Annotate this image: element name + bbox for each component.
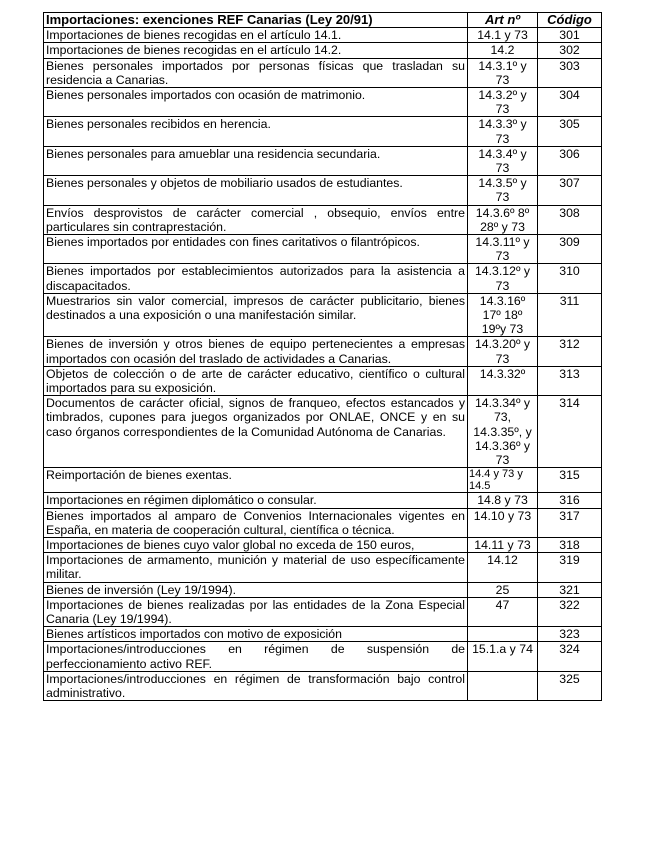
table-row <box>44 337 602 366</box>
table-row <box>44 117 602 146</box>
row-code: 310 <box>538 264 602 293</box>
row-article: 14.3.2º y 73 <box>468 88 538 117</box>
row-description: Documentos de carácter oficial, signos de franqueo, efectos estancados y timbrados, cupones para juegos organizados por ONLAE, ONCE y en su caso órganos correspondientes de la Comunidad Autónoma de Canarias. <box>44 396 468 468</box>
row-description: Importaciones en régimen diplomático o consular. <box>44 493 468 508</box>
row-code: 314 <box>538 396 602 468</box>
row-code: 305 <box>538 117 602 146</box>
row-article: 14.3.6º 8º 28º y 73 <box>468 205 538 234</box>
row-code: 302 <box>538 43 602 58</box>
table-row <box>44 88 602 117</box>
row-article: 14.11 y 73 <box>468 537 538 552</box>
row-description: Bienes personales y objetos de mobiliario usados de estudiantes. <box>44 176 468 205</box>
row-code: 301 <box>538 28 602 43</box>
table-row <box>44 264 602 293</box>
row-article: 14.2 <box>468 43 538 58</box>
row-article: 14.10 y 73 <box>468 508 538 537</box>
row-code: 313 <box>538 366 602 395</box>
row-description: Reimportación de bienes exentas. <box>44 468 468 493</box>
table-row <box>44 366 602 395</box>
table-row <box>44 293 602 337</box>
row-article: 14.3.1º y 73 <box>468 58 538 87</box>
row-description: Importaciones de bienes recogidas en el artículo 14.1. <box>44 28 468 43</box>
table-row <box>44 627 602 642</box>
header-description: Importaciones: exenciones REF Canarias (Ley 20/91) <box>44 13 468 28</box>
row-article: 14.8 y 73 <box>468 493 538 508</box>
table-row <box>44 582 602 597</box>
table-row <box>44 235 602 264</box>
row-description: Bienes personales importados con ocasión de matrimonio. <box>44 88 468 117</box>
table-row <box>44 671 602 700</box>
table-body <box>44 28 602 701</box>
row-article: 14.3.12º y 73 <box>468 264 538 293</box>
row-article: 14.3.5º y 73 <box>468 176 538 205</box>
row-code: 312 <box>538 337 602 366</box>
table-row <box>44 43 602 58</box>
table-row <box>44 508 602 537</box>
row-code: 325 <box>538 671 602 700</box>
row-code: 315 <box>538 468 602 493</box>
row-description: Muestrarios sin valor comercial, impresos de carácter publicitario, bienes destinados a una exposición o una manifestación similar. <box>44 293 468 337</box>
row-code: 316 <box>538 493 602 508</box>
row-code: 319 <box>538 553 602 582</box>
row-code: 311 <box>538 293 602 337</box>
row-description: Importaciones de armamento, munición y material de uso específicamente militar. <box>44 553 468 582</box>
row-code: 317 <box>538 508 602 537</box>
row-article: 14.3.3º y 73 <box>468 117 538 146</box>
row-code: 308 <box>538 205 602 234</box>
row-description: Importaciones de bienes cuyo valor global no exceda de 150 euros, <box>44 537 468 552</box>
table-row <box>44 396 602 468</box>
exemptions-table <box>43 12 602 701</box>
table-row <box>44 493 602 508</box>
row-article <box>468 627 538 642</box>
row-description: Bienes artísticos importados con motivo de exposición <box>44 627 468 642</box>
table-row <box>44 553 602 582</box>
row-code: 309 <box>538 235 602 264</box>
row-description: Bienes importados al amparo de Convenios Internacionales vigentes en España, en materia de cooperación cultural, científica o técnica. <box>44 508 468 537</box>
row-description: Bienes de inversión y otros bienes de equipo pertenecientes a empresas importados con ocasión del traslado de actividades a Canarias. <box>44 337 468 366</box>
row-article <box>468 671 538 700</box>
row-description: Bienes personales recibidos en herencia. <box>44 117 468 146</box>
header-code: Código <box>538 13 602 28</box>
row-article: 47 <box>468 597 538 626</box>
row-code: 321 <box>538 582 602 597</box>
row-description: Bienes de inversión (Ley 19/1994). <box>44 582 468 597</box>
row-article: 25 <box>468 582 538 597</box>
row-description: Importaciones de bienes realizadas por las entidades de la Zona Especial Canaria (Ley 19/1994). <box>44 597 468 626</box>
row-article: 14.1 y 73 <box>468 28 538 43</box>
table-header-row <box>44 13 602 28</box>
row-article: 14.12 <box>468 553 538 582</box>
row-article: 14.3.20º y 73 <box>468 337 538 366</box>
row-code: 323 <box>538 627 602 642</box>
row-code: 307 <box>538 176 602 205</box>
header-article: Art nº <box>468 13 538 28</box>
row-article: 14.4 y 73 y 14.5 <box>468 468 538 493</box>
table-row <box>44 642 602 671</box>
table-row <box>44 146 602 175</box>
row-code: 322 <box>538 597 602 626</box>
row-article: 15.1.a y 74 <box>468 642 538 671</box>
row-code: 324 <box>538 642 602 671</box>
row-article: 14.3.34º y 73, 14.3.35º, y 14.3.36º y 73 <box>468 396 538 468</box>
row-code: 306 <box>538 146 602 175</box>
row-article: 14.3.11º y 73 <box>468 235 538 264</box>
table-row <box>44 468 602 493</box>
row-description: Bienes importados por establecimientos autorizados para la asistencia a discapacitados. <box>44 264 468 293</box>
row-description: Importaciones de bienes recogidas en el artículo 14.2. <box>44 43 468 58</box>
row-description: Envíos desprovistos de carácter comercial , obsequio, envíos entre particulares sin contraprestación. <box>44 205 468 234</box>
row-description: Bienes personales para amueblar una residencia secundaria. <box>44 146 468 175</box>
row-code: 303 <box>538 58 602 87</box>
row-description: Bienes personales importados por personas físicas que trasladan su residencia a Canarias. <box>44 58 468 87</box>
row-description: Bienes importados por entidades con fines caritativos o filantrópicos. <box>44 235 468 264</box>
row-article: 14.3.4º y 73 <box>468 146 538 175</box>
row-description: Importaciones/introducciones en régimen de transformación bajo control administrativo. <box>44 671 468 700</box>
row-code: 318 <box>538 537 602 552</box>
row-code: 304 <box>538 88 602 117</box>
row-article: 14.3.32º <box>468 366 538 395</box>
table-row <box>44 176 602 205</box>
table-row <box>44 205 602 234</box>
table-row <box>44 28 602 43</box>
table-row <box>44 537 602 552</box>
row-article: 14.3.16º 17º 18º 19ºy 73 <box>468 293 538 337</box>
row-description: Importaciones/introducciones en régimen de suspensión de perfeccionamiento activo REF. <box>44 642 468 671</box>
table-row <box>44 597 602 626</box>
table-row <box>44 58 602 87</box>
row-description: Objetos de colección o de arte de carácter educativo, científico o cultural importados para su exposición. <box>44 366 468 395</box>
